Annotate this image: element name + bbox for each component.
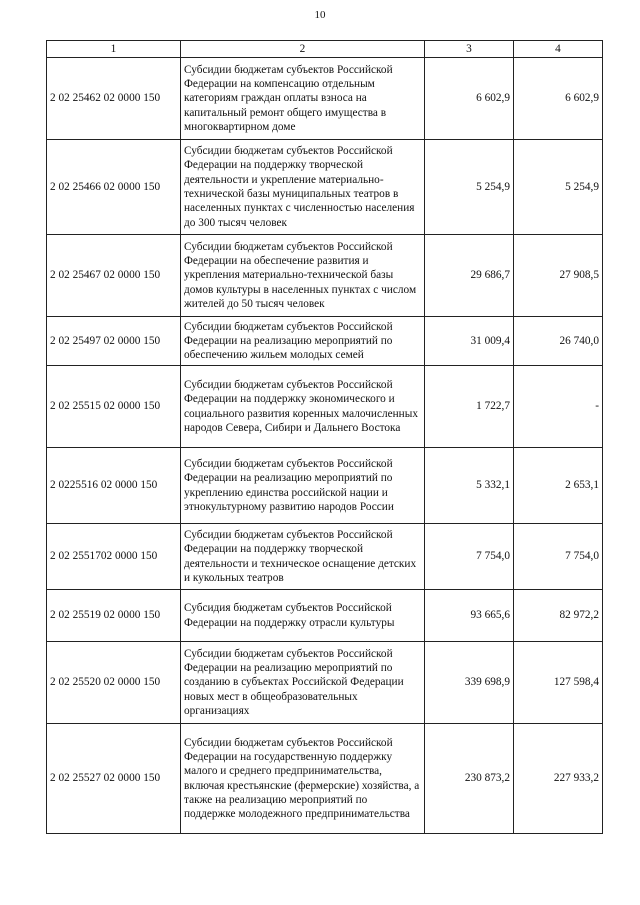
table-row [47, 366, 603, 448]
budget-code: 2 02 25520 02 0000 150 [47, 642, 181, 724]
subsidy-description: Субсидии бюджетам субъектов Российской Федерации на обеспечение развития и укрепления материально-технической базы домов культуры в населенных пунктах с числом жителей до 50 тысяч человек [181, 235, 425, 317]
budget-table [46, 40, 603, 834]
column-3-value: 1 722,7 [425, 366, 514, 448]
column-3-value: 29 686,7 [425, 235, 514, 317]
subsidy-description: Субсидия бюджетам субъектов Российской Федерации на поддержку отрасли культуры [181, 590, 425, 642]
column-3-value: 7 754,0 [425, 524, 514, 590]
table-row [47, 590, 603, 642]
column-4-value: 27 908,5 [514, 235, 603, 317]
page-number: 10 [314, 9, 326, 21]
subsidy-description: Субсидии бюджетам субъектов Российской Федерации на поддержку творческой деятельности и укрепление материально-технической базы муниципальных театров в населенных пунктах с численностью населения до 300 тысяч человек [181, 140, 425, 235]
budget-code: 2 02 25467 02 0000 150 [47, 235, 181, 317]
column-4-value: 82 972,2 [514, 590, 603, 642]
column-4-value: 2 653,1 [514, 448, 603, 524]
column-3-value: 31 009,4 [425, 317, 514, 366]
table-row [47, 448, 603, 524]
budget-code: 2 02 25462 02 0000 150 [47, 58, 181, 140]
subsidy-description: Субсидии бюджетам субъектов Российской Федерации на реализацию мероприятий по созданию в субъектах Российской Федерации новых мест в общеобразовательных организациях [181, 642, 425, 724]
table-row [47, 642, 603, 724]
budget-code: 2 02 25527 02 0000 150 [47, 724, 181, 834]
budget-code: 2 02 25497 02 0000 150 [47, 317, 181, 366]
column-header-3: 3 [425, 41, 514, 58]
column-3-value: 6 602,9 [425, 58, 514, 140]
column-4-value: 26 740,0 [514, 317, 603, 366]
column-4-value: 127 598,4 [514, 642, 603, 724]
table-row [47, 58, 603, 140]
budget-code: 2 02 2551702 0000 150 [47, 524, 181, 590]
column-header-4: 4 [514, 41, 603, 58]
subsidy-description: Субсидии бюджетам субъектов Российской Федерации на поддержку творческой деятельности и техническое оснащение детских и кукольных театров [181, 524, 425, 590]
table-row [47, 235, 603, 317]
table-row [47, 724, 603, 834]
subsidy-description: Субсидии бюджетам субъектов Российской Федерации на поддержку экономического и социального развития коренных малочисленных народов Севера, Сибири и Дальнего Востока [181, 366, 425, 448]
budget-code: 2 02 25519 02 0000 150 [47, 590, 181, 642]
column-4-value: 5 254,9 [514, 140, 603, 235]
column-3-value: 230 873,2 [425, 724, 514, 834]
subsidy-description: Субсидии бюджетам субъектов Российской Федерации на компенсацию отдельным категориям граждан оплаты взноса на капитальный ремонт общего имущества в многоквартирном доме [181, 58, 425, 140]
subsidy-description: Субсидии бюджетам субъектов Российской Федерации на государственную поддержку малого и среднего предпринимательства, включая крестьянские (фермерские) хозяйства, а также на реализацию мероприятий по поддержке молодежного предпринимательства [181, 724, 425, 834]
table-row [47, 317, 603, 366]
subsidy-description: Субсидии бюджетам субъектов Российской Федерации на реализацию мероприятий по укреплению единства российской нации и этнокультурному развитию народов России [181, 448, 425, 524]
column-4-value: 6 602,9 [514, 58, 603, 140]
subsidy-description: Субсидии бюджетам субъектов Российской Федерации на реализацию мероприятий по обеспечению жильем молодых семей [181, 317, 425, 366]
budget-code: 2 02 25466 02 0000 150 [47, 140, 181, 235]
column-4-value: - [514, 366, 603, 448]
column-3-value: 5 254,9 [425, 140, 514, 235]
table-row [47, 524, 603, 590]
column-header-2: 2 [181, 41, 425, 58]
budget-code: 2 02 25515 02 0000 150 [47, 366, 181, 448]
table-row [47, 140, 603, 235]
column-header-1: 1 [47, 41, 181, 58]
header-row [47, 41, 603, 58]
column-3-value: 5 332,1 [425, 448, 514, 524]
budget-code: 2 0225516 02 0000 150 [47, 448, 181, 524]
column-4-value: 227 933,2 [514, 724, 603, 834]
column-3-value: 93 665,6 [425, 590, 514, 642]
column-4-value: 7 754,0 [514, 524, 603, 590]
column-3-value: 339 698,9 [425, 642, 514, 724]
